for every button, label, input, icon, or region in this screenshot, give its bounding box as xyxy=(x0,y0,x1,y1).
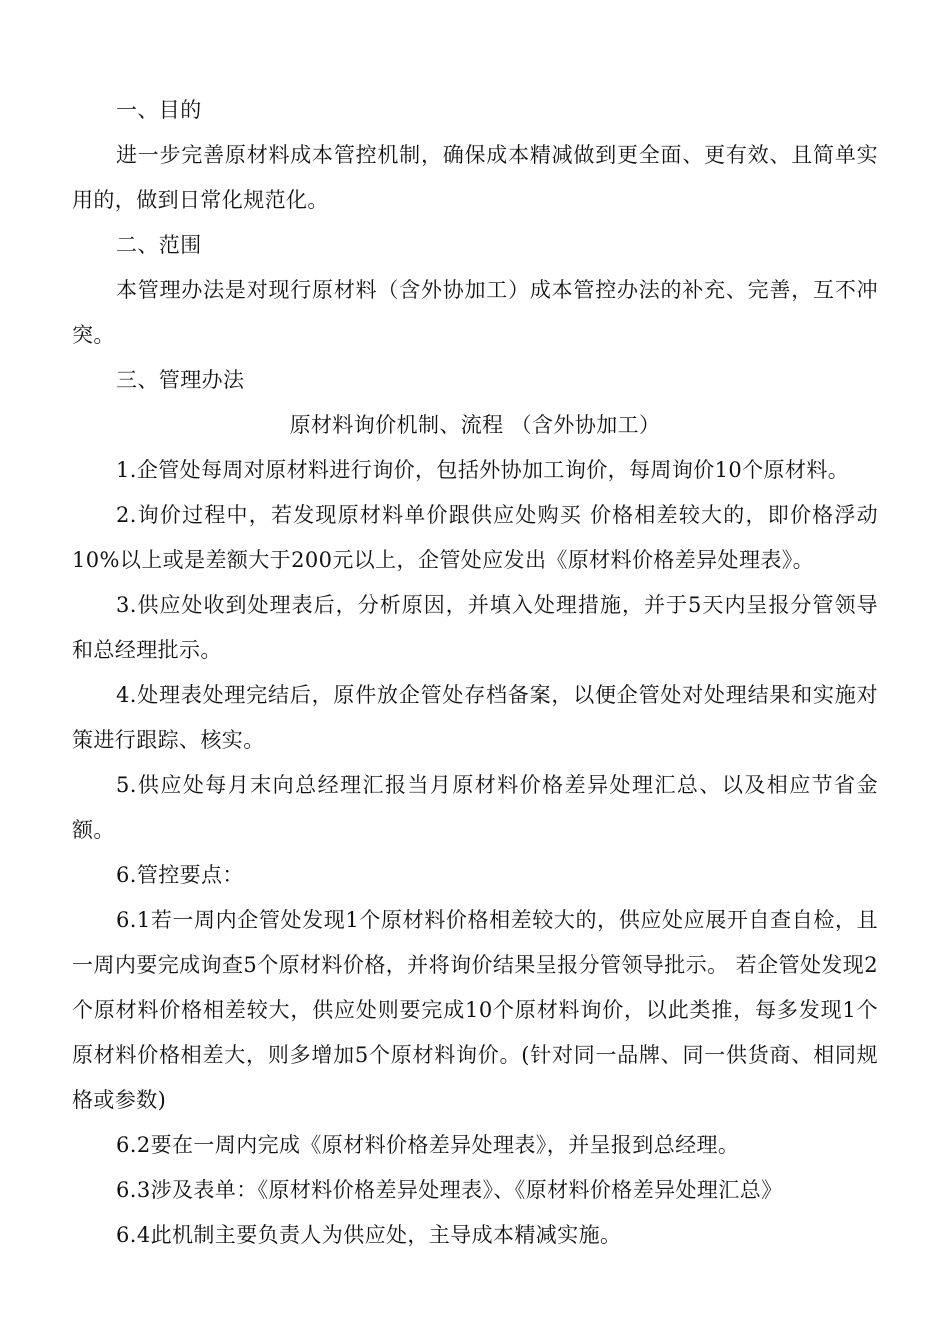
list-item-4: 4.处理表处理完结后，原件放企管处存档备案，以便企管处对处理结果和实施对策进行跟踪、核实。 xyxy=(72,683,878,752)
list-item-6: 6.管控要点： xyxy=(116,863,244,887)
section-2-body: 本管理办法是对现行原材料（含外协加工）成本管控办法的补充、完善，互不冲突。 xyxy=(72,278,878,347)
section-3-heading: 三、管理办法 xyxy=(116,368,245,392)
list-item-5: 5.供应处每月末向总经理汇报当月原材料价格差异处理汇总、以及相应节省金额。 xyxy=(72,773,878,842)
list-item-6-2: 6.2要在一周内完成《原材料价格差异处理表》，并呈报到总经理。 xyxy=(116,1133,740,1157)
section-1-heading: 一、目的 xyxy=(116,98,202,122)
section-2-heading: 二、范围 xyxy=(116,233,202,257)
section-1-body: 进一步完善原材料成本管控机制，确保成本精减做到更全面、更有效、且简单实用的，做到日常化规范化。 xyxy=(72,143,878,212)
list-item-1: 1.企管处每周对原材料进行询价，包括外协加工询价，每周询价10个原材料。 xyxy=(116,458,850,482)
list-item-6-1: 6.1若一周内企管处发现1个原材料价格相差较大的，供应处应展开自查自检，且一周内要完成询查5个原材料价格，并将询价结果呈报分管领导批示。 若企管处发现2个原材料价格相差较大，供应处则要完成10个原材料询价，以此类推，每多发现1个原材料价格相差大，则多增加5个原材料询价。(针对同一品牌、同一供货商、相同规格或参数) xyxy=(72,908,878,1112)
document-page xyxy=(72,88,878,1258)
list-item-6-4: 6.4此机制主要负责人为供应处，主导成本精减实施。 xyxy=(116,1223,622,1247)
list-item-2: 2.询价过程中，若发现原材料单价跟供应处购买 价格相差较大的，即价格浮动10%以上或是差额大于200元以上，企管处应发出《原材料价格差异处理表》。 xyxy=(72,503,878,572)
list-item-6-3: 6.3涉及表单：《原材料价格差异处理表》、《原材料价格差异处理汇总》 xyxy=(116,1178,783,1202)
list-item-3: 3.供应处收到处理表后，分析原因，并填入处理措施，并于5天内呈报分管领导和总经理批示。 xyxy=(72,593,878,662)
section-3-subtitle: 原材料询价机制、流程 （含外协加工） xyxy=(289,413,661,437)
